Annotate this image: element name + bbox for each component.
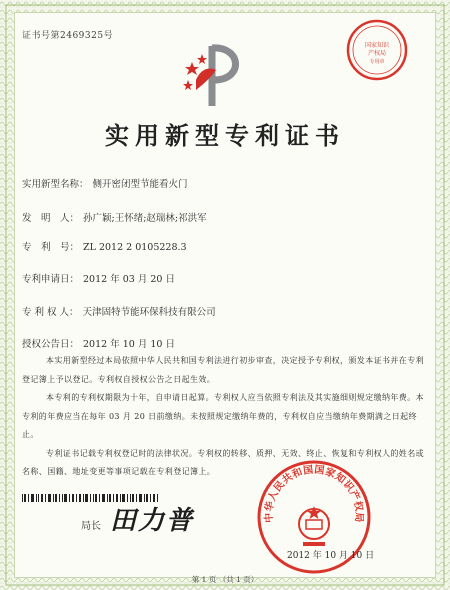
field-value: 天津固特节能环保科技有限公司 [82, 307, 216, 318]
svg-text:国家知识: 国家知识 [364, 42, 390, 49]
field-inventors [22, 210, 207, 224]
field-label: 发 明 人： [22, 213, 80, 224]
svg-text:中华人民共和国国家知识产权局: 中华人民共和国国家知识产权局 [263, 464, 365, 524]
field-label: 实用新型名称： [22, 179, 89, 190]
seal-date: 2012 年 10 月 10 日 [287, 551, 375, 561]
body-paragraph: 本实用新型经过本局依照中华人民共和国专利法进行初步审查，决定授予专利权，颁发本证书并在专利登记簿上予以登记。专利权自授权公告之日起生效。 [22, 356, 424, 384]
certificate-title: 实用新型专利证书 [105, 121, 345, 150]
small-seal-stamp [345, 18, 409, 82]
field-value: 2012 年 03 月 20 日 [83, 274, 175, 285]
field-label: 专 利 权 人： [22, 307, 79, 318]
body-paragraph: 本专利的专利权期限为十年，自申请日起算。专利权人应当依照专利法及其实施细则规定缴纳年费。本专利的年费应当在每年 03 月 20 日前缴纳。未按照规定缴纳年费的，专利权自应当缴纳年费期满之日起终止。 [22, 393, 424, 439]
director-signature: 田力普 [110, 506, 195, 536]
field-patent-number [22, 239, 187, 253]
director-label: 局长 [81, 521, 101, 532]
field-label: 授权公告日： [22, 339, 80, 350]
svg-text:产权局: 产权局 [367, 50, 387, 57]
field-value: 2012 年 10 月 10 日 [83, 339, 175, 350]
svg-text:专用章: 专用章 [369, 59, 385, 65]
field-utility-model-name [22, 176, 188, 190]
field-value: ZL 2012 2 0105228.3 [83, 242, 187, 253]
page-footer: 第 1 页 （共 1 页） [191, 575, 259, 584]
field-value: 孙广颖;王怀绪;赵瑞林;祁洪军 [83, 213, 207, 224]
field-grant-date [22, 336, 175, 350]
field-filing-date [22, 271, 175, 285]
field-value: 侧开密闭型节能看火门 [92, 179, 188, 190]
field-label: 专 利 号： [22, 242, 80, 253]
sipo-logo-icon [182, 40, 248, 112]
certificate-number: 证书号第2469325号 [22, 31, 114, 41]
field-patentee [22, 304, 216, 318]
body-paragraph: 专利证书记载专利权登记时的法律状况。专利权的转移、质押、无效、终止、恢复和专利权人的姓名或名称、国籍、地址变更等事项记载在专利登记簿上。 [22, 448, 424, 476]
field-label: 专利申请日： [22, 274, 80, 285]
